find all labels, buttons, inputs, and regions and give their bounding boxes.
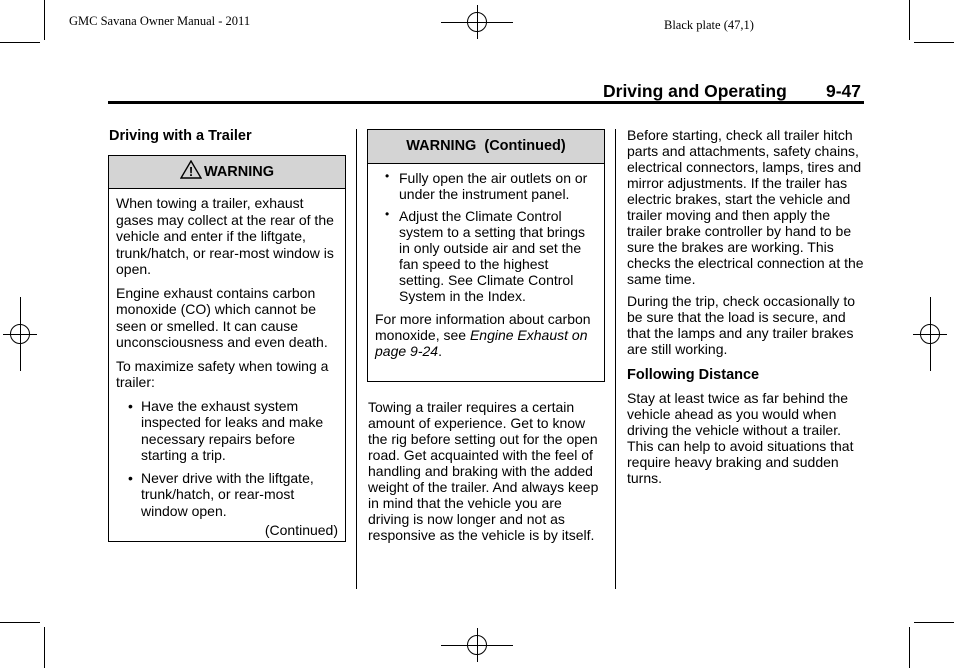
crop-mark-br-v <box>909 627 910 668</box>
body-paragraph: During the trip, check occasionally to be sure that the load is secure, and that the lamps and any trailer brakes are still working. <box>627 293 855 357</box>
warning-header <box>109 156 345 189</box>
registration-extension-right <box>930 297 931 371</box>
page-reference-link[interactable]: Engine Exhaust on page 9-24 <box>375 327 588 359</box>
warning-box-1 <box>108 155 346 542</box>
body-paragraph: Before starting, check all trailer hitch parts and attachments, safety chains, electrical connectors, lamps, tires and mirror adjustments. If the trailer has electric brakes, start the vehicle and trailer moving and then apply the trailer brake controller by hand to be sure the brakes are working. This checks the electrical connection at the same time. <box>627 127 864 287</box>
crop-mark-tl-v <box>44 0 45 40</box>
svg-text:!: ! <box>188 164 194 179</box>
warning-paragraph: When towing a trailer, exhaust gases may collect at the rear of the vehicle and enter if the liftgate, trunk/hatch, or rear-most window is open. <box>116 195 334 277</box>
plate-label-left: GMC Savana Owner Manual - 2011 <box>69 14 251 28</box>
warning-reference: For more information about carbon monoxide, see Engine Exhaust on page 9-24. <box>375 311 591 359</box>
warning-paragraph: To maximize safety when towing a trailer: <box>116 357 329 390</box>
bullet-icon: • <box>128 397 133 414</box>
column-divider-1 <box>356 129 357 589</box>
registration-extension-left <box>20 297 21 371</box>
continued-label: (Continued) <box>264 522 338 538</box>
heading-driving-with-trailer: Driving with a Trailer <box>109 128 252 144</box>
warning-bullet: • Adjust the Climate Control system to a setting that brings in only outside air and set the fan speed to the highest setting. See Climate Control System in the Index. <box>385 207 585 304</box>
header-rule <box>108 101 864 104</box>
plate-label-right: Black plate (47,1) <box>664 18 754 32</box>
crop-mark-br-h <box>914 622 954 623</box>
body-paragraph: Stay at least twice as far behind the vehicle ahead as you would when driving the vehicle without a trailer. This can help to avoid situations that require heavy braking and sudden turns. <box>627 390 854 486</box>
warning-body-continued <box>368 164 604 359</box>
warning-bullet: • Fully open the air outlets on or under the instrument panel. <box>385 169 588 202</box>
column-3-text <box>627 127 867 492</box>
crop-mark-tl-h <box>0 42 40 43</box>
warning-bullet: • Never drive with the liftgate, trunk/hatch, or rear-most window open. <box>128 469 314 519</box>
heading-following-distance: Following Distance <box>627 367 760 383</box>
bullet-icon: • <box>128 469 133 486</box>
crop-mark-bl-h <box>0 622 40 623</box>
section-title: Driving and Operating <box>603 81 787 101</box>
page-number: 9-47 <box>826 81 862 101</box>
warning-bullet: • Have the exhaust system inspected for leaks and make necessary repairs before starting a trip. <box>128 397 324 463</box>
crop-mark-tr-v <box>909 0 910 40</box>
warning-title: WARNING <box>203 164 275 180</box>
warning-paragraph: Engine exhaust contains carbon monoxide (CO) which cannot be seen or smelled. It can cause unconsciousness and even death. <box>116 284 328 350</box>
warning-box-2 <box>367 129 605 382</box>
column-divider-2 <box>615 129 616 589</box>
crop-mark-tr-h <box>914 42 954 43</box>
registration-extension-bottom <box>441 645 513 646</box>
bullet-icon: • <box>385 207 390 221</box>
registration-extension-top <box>441 22 513 23</box>
crop-mark-bl-v <box>44 627 45 668</box>
towing-paragraph: Towing a trailer requires a certain amount of experience. Get to know the rig before setting out for the open road. Get acquainted with the feel of handling and braking with the added weight of the trailer. And always keep in mind that the vehicle you are driving is now longer and not as responsive as the vehicle is by itself. <box>368 399 599 543</box>
warning-continued-header: WARNING (Continued) <box>368 130 604 164</box>
warning-body <box>109 189 345 539</box>
warning-triangle-icon <box>180 160 202 179</box>
bullet-icon: • <box>385 169 390 183</box>
